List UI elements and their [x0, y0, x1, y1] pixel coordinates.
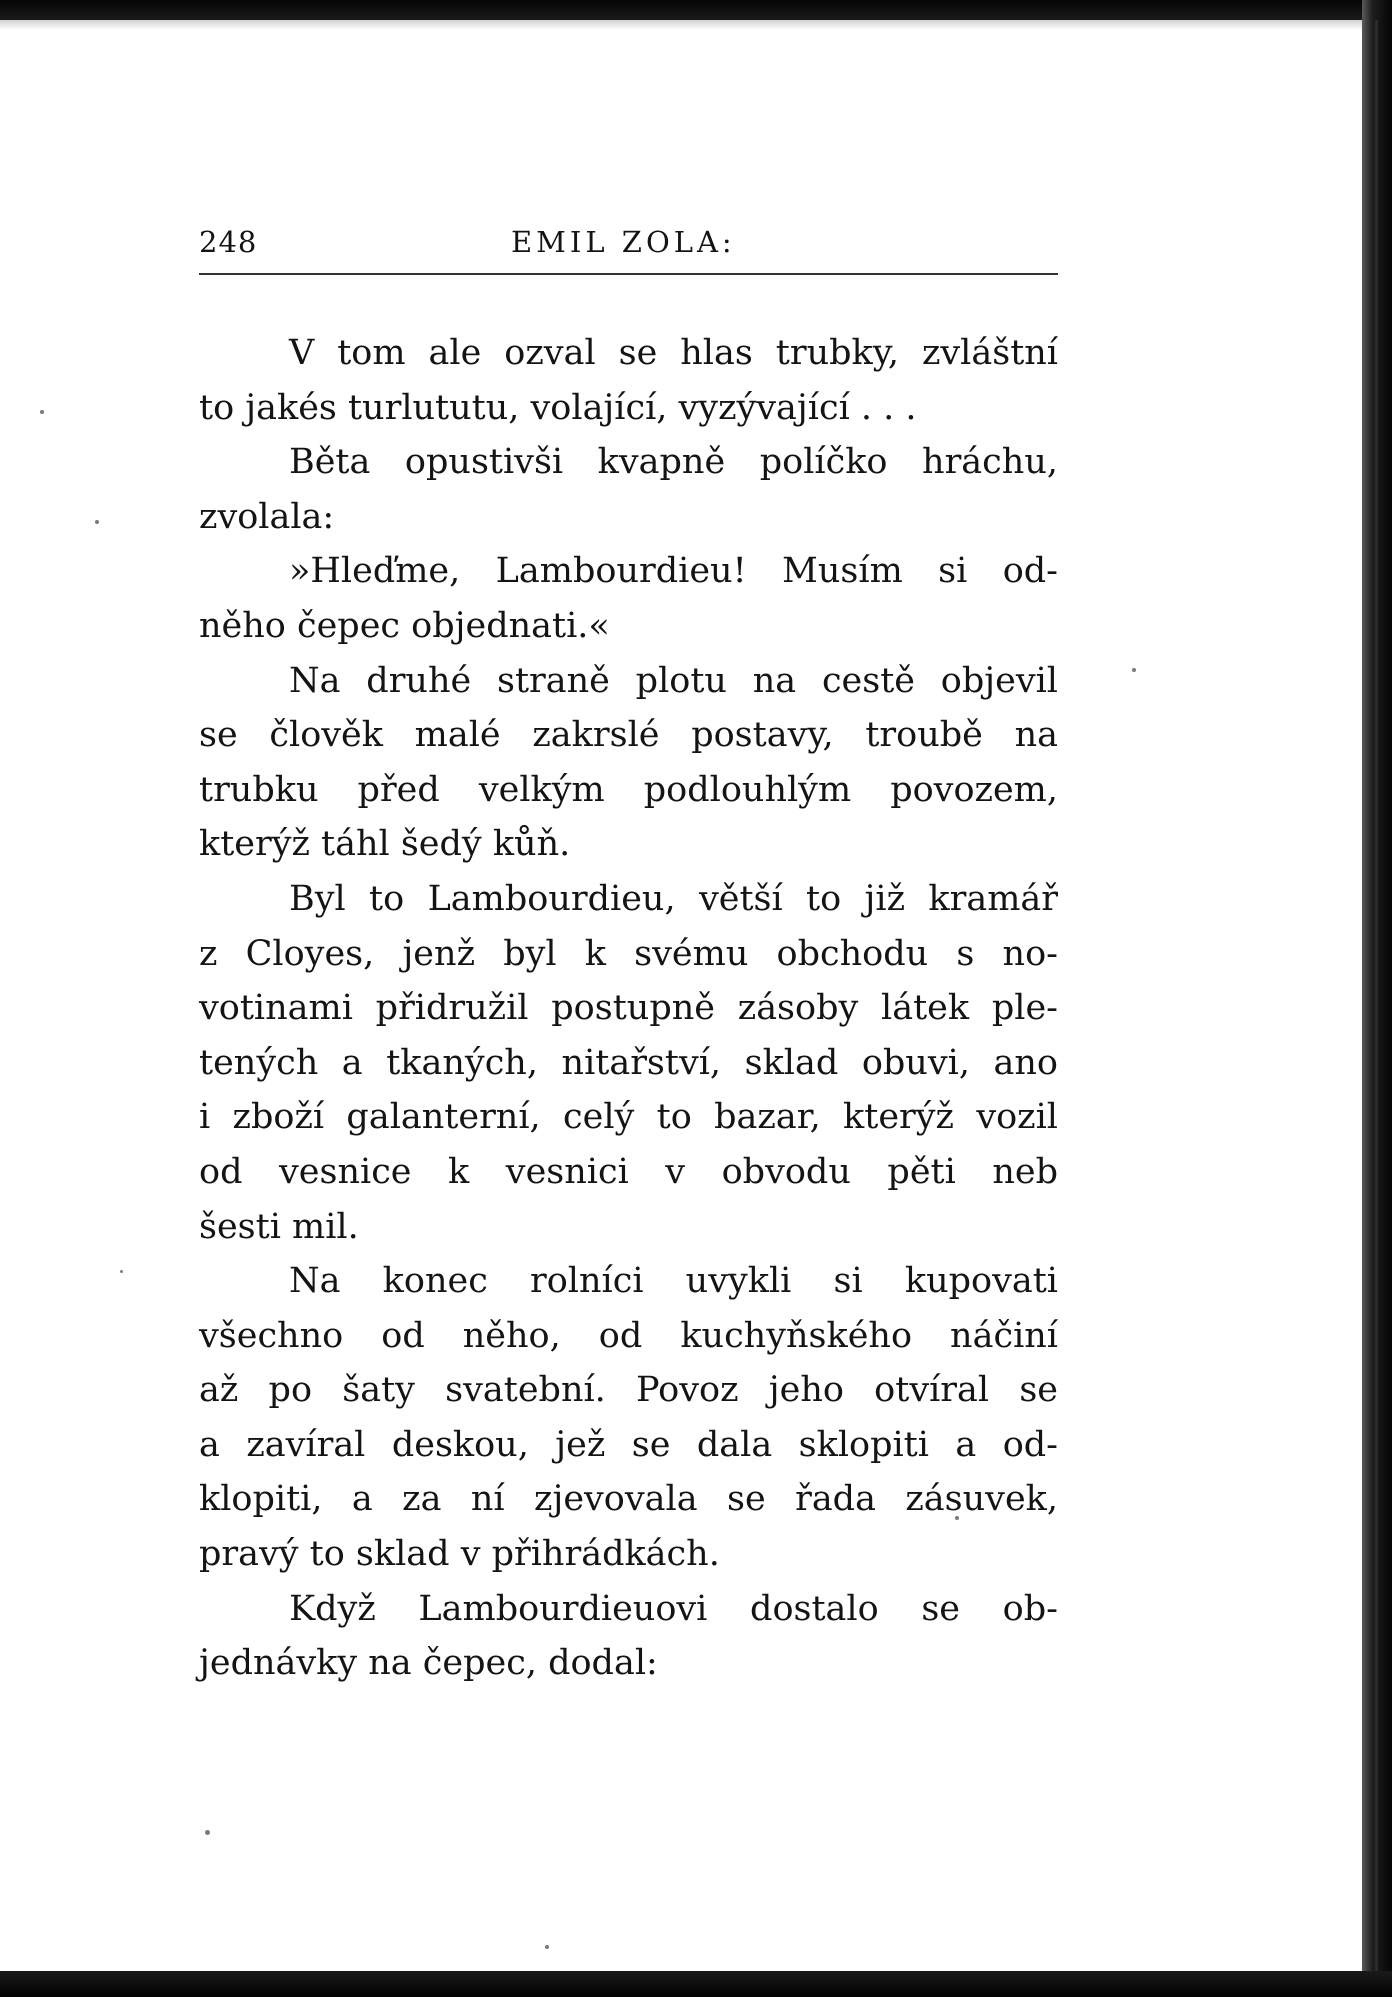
body-text — [199, 326, 1058, 1691]
scan-speck — [1132, 668, 1136, 672]
text-line: a zavíral deskou, jež se dala sklopiti a od- — [199, 1424, 1058, 1465]
text-line: votinami přidružil postupně zásoby látek ple- — [199, 988, 1058, 1029]
text-line: kterýž táhl šedý kůň. — [199, 824, 571, 865]
text-line: trubku před velkým podlouhlým povozem, — [199, 769, 1058, 810]
text-line: klopiti, a za ní zjevovala se řada zásuvek, — [199, 1479, 1058, 1520]
text-line: od vesnice k vesnici v obvodu pěti neb — [199, 1151, 1058, 1192]
text-line: zvolala: — [199, 496, 335, 537]
text-line: pravý to sklad v přihrádkách. — [199, 1534, 720, 1575]
page-header — [199, 225, 1058, 275]
running-head: EMIL ZOLA: — [511, 225, 736, 259]
scan-speck — [545, 1945, 549, 1949]
text-line: Běta opustivši kvapně políčko hráchu, — [289, 442, 1058, 483]
scan-speck — [40, 410, 44, 414]
text-line: jednávky na čepec, dodal: — [199, 1643, 658, 1684]
scan-bottom-edge — [0, 1971, 1392, 1997]
text-line: »Hleďme, Lambourdieu! Musím si od- — [289, 551, 1058, 592]
scan-top-shade — [0, 20, 1392, 30]
text-line: Byl to Lambourdieu, větší to již kramář — [289, 878, 1058, 919]
text-line: se člověk malé zakrslé postavy, troubě na — [199, 715, 1058, 756]
text-line: V tom ale ozval se hlas trubky, zvláštní — [289, 333, 1058, 373]
text-line: Na konec rolníci uvykli si kupovati — [289, 1261, 1058, 1302]
scan-speck — [120, 1270, 123, 1273]
page-number: 248 — [199, 225, 258, 259]
scan-top-edge — [0, 0, 1392, 20]
text-line: Když Lambourdieuovi dostalo se ob- — [289, 1588, 1058, 1629]
text-line: všechno od něho, od kuchyňského náčiní — [199, 1315, 1058, 1356]
text-line: něho čepec objednati.« — [199, 605, 610, 646]
text-line: až po šaty svatební. Povoz jeho otvíral se — [199, 1370, 1058, 1411]
text-line: to jakés turlututu, volající, vyzývající . . . — [199, 387, 917, 428]
scan-speck — [205, 1830, 210, 1835]
scan-speck — [95, 520, 99, 524]
text-line: tených a tkaných, nitařství, sklad obuvi, ano — [199, 1042, 1058, 1083]
text-line: i zboží galanterní, celý to bazar, kterýž vozil — [199, 1097, 1058, 1138]
text-line: z Cloyes, jenž byl k svému obchodu s no- — [199, 933, 1058, 974]
text-line: Na druhé straně plotu na cestě objevil — [289, 660, 1058, 701]
text-line: šesti mil. — [199, 1206, 359, 1247]
scan-binding-line — [1375, 20, 1378, 1975]
